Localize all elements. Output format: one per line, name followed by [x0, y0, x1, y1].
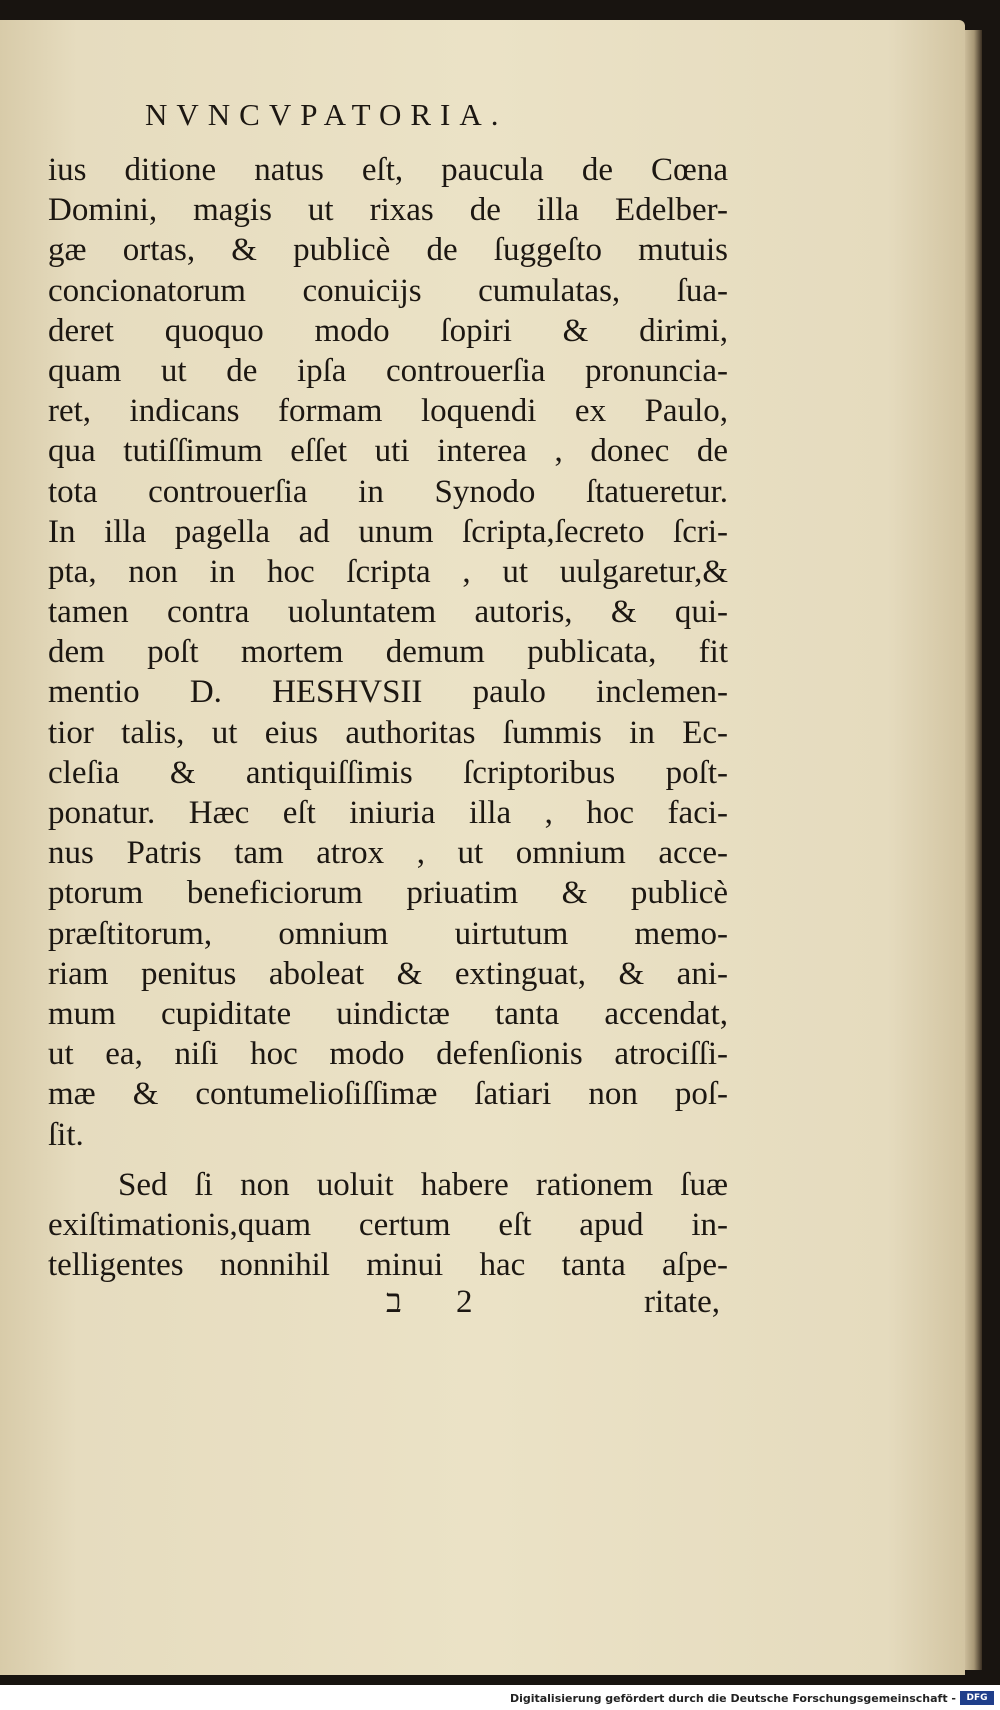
text-line: mentio D. HESHVSII paulo inclemen-: [48, 674, 728, 711]
funding-credit: Digitalisierung gefördert durch die Deutsche Forschungsgemeinschaft -: [509, 1692, 956, 1705]
text-line: ptorum beneficiorum priuatim & publicè: [48, 875, 728, 912]
text-line: tamen contra uoluntatem autoris, & qui-: [48, 594, 728, 631]
text-line: dem poſt mortem demum publicata, fit: [48, 634, 728, 671]
dfg-logo: DFG: [960, 1691, 994, 1705]
text-line: mum cupiditate uindictæ tanta accendat,: [48, 995, 728, 1032]
text-line: mæ & contumelioſiſſimæ ſatiari non poſ-: [48, 1076, 728, 1113]
text-line: tota controuerſia in Synodo ſtatueretur.: [48, 473, 728, 510]
text-line: ret, indicans formam loquendi ex Paulo,: [48, 393, 728, 430]
text-line: præſtitorum, omnium uirtutum memo-: [48, 915, 728, 952]
text-line: pta, non in hoc ſcripta , ut uulgaretur,&: [48, 553, 728, 590]
text-line: nus Patris tam atrox , ut omnium acce-: [48, 835, 728, 872]
text-line: riam penitus aboleat & extinguat, & ani-: [48, 955, 728, 992]
text-line: quam ut de ipſa controuerſia pronuncia-: [48, 352, 728, 389]
running-head: NVNCVPATORIA.: [145, 97, 508, 132]
text-line: In illa pagella ad unum ſcripta,ſecreto ſcri-: [48, 513, 728, 550]
page-footer-line: [48, 1284, 728, 1324]
text-line: qua tutiſſimum eſſet uti interea , donec de: [48, 433, 728, 470]
text-line: deret quoquo modo ſopiri & dirimi,: [48, 312, 728, 349]
text-body: [48, 150, 728, 1285]
signature-number: 2: [456, 1284, 473, 1320]
text-line: exiſtimationis,quam certum eſt apud in-: [48, 1206, 728, 1243]
paragraph-gap: [48, 1155, 728, 1165]
text-line: concionatorum conuicijs cumulatas, ſua-: [48, 272, 728, 309]
signature-mark: ב: [386, 1284, 402, 1320]
catchword: ritate,: [643, 1284, 720, 1320]
paragraph-first-line: Sed ſi non uoluit habere rationem ſuæ: [118, 1166, 728, 1203]
text-line: gæ ortas, & publicè de ſuggeſto mutuis: [48, 232, 728, 269]
text-line: Domini, magis ut rixas de illa Edelber-: [48, 192, 728, 229]
text-line: ut ea, niſi hoc modo defenſionis atrociſſi-: [48, 1036, 728, 1073]
text-line: telligentes nonnihil minui hac tanta aſpe-: [48, 1247, 728, 1284]
text-line: ponatur. Hæc eſt iniuria illa , hoc faci-: [48, 795, 728, 831]
page-edge-shadow: [962, 30, 982, 1670]
text-line: ius ditione natus eſt, paucula de Cœna: [48, 152, 728, 188]
text-line: tior talis, ut eius authoritas ſummis in Ec-: [48, 714, 728, 751]
text-line: ſit.: [48, 1116, 84, 1153]
text-line: cleſia & antiquiſſimis ſcriptoribus poſt-: [48, 754, 728, 791]
